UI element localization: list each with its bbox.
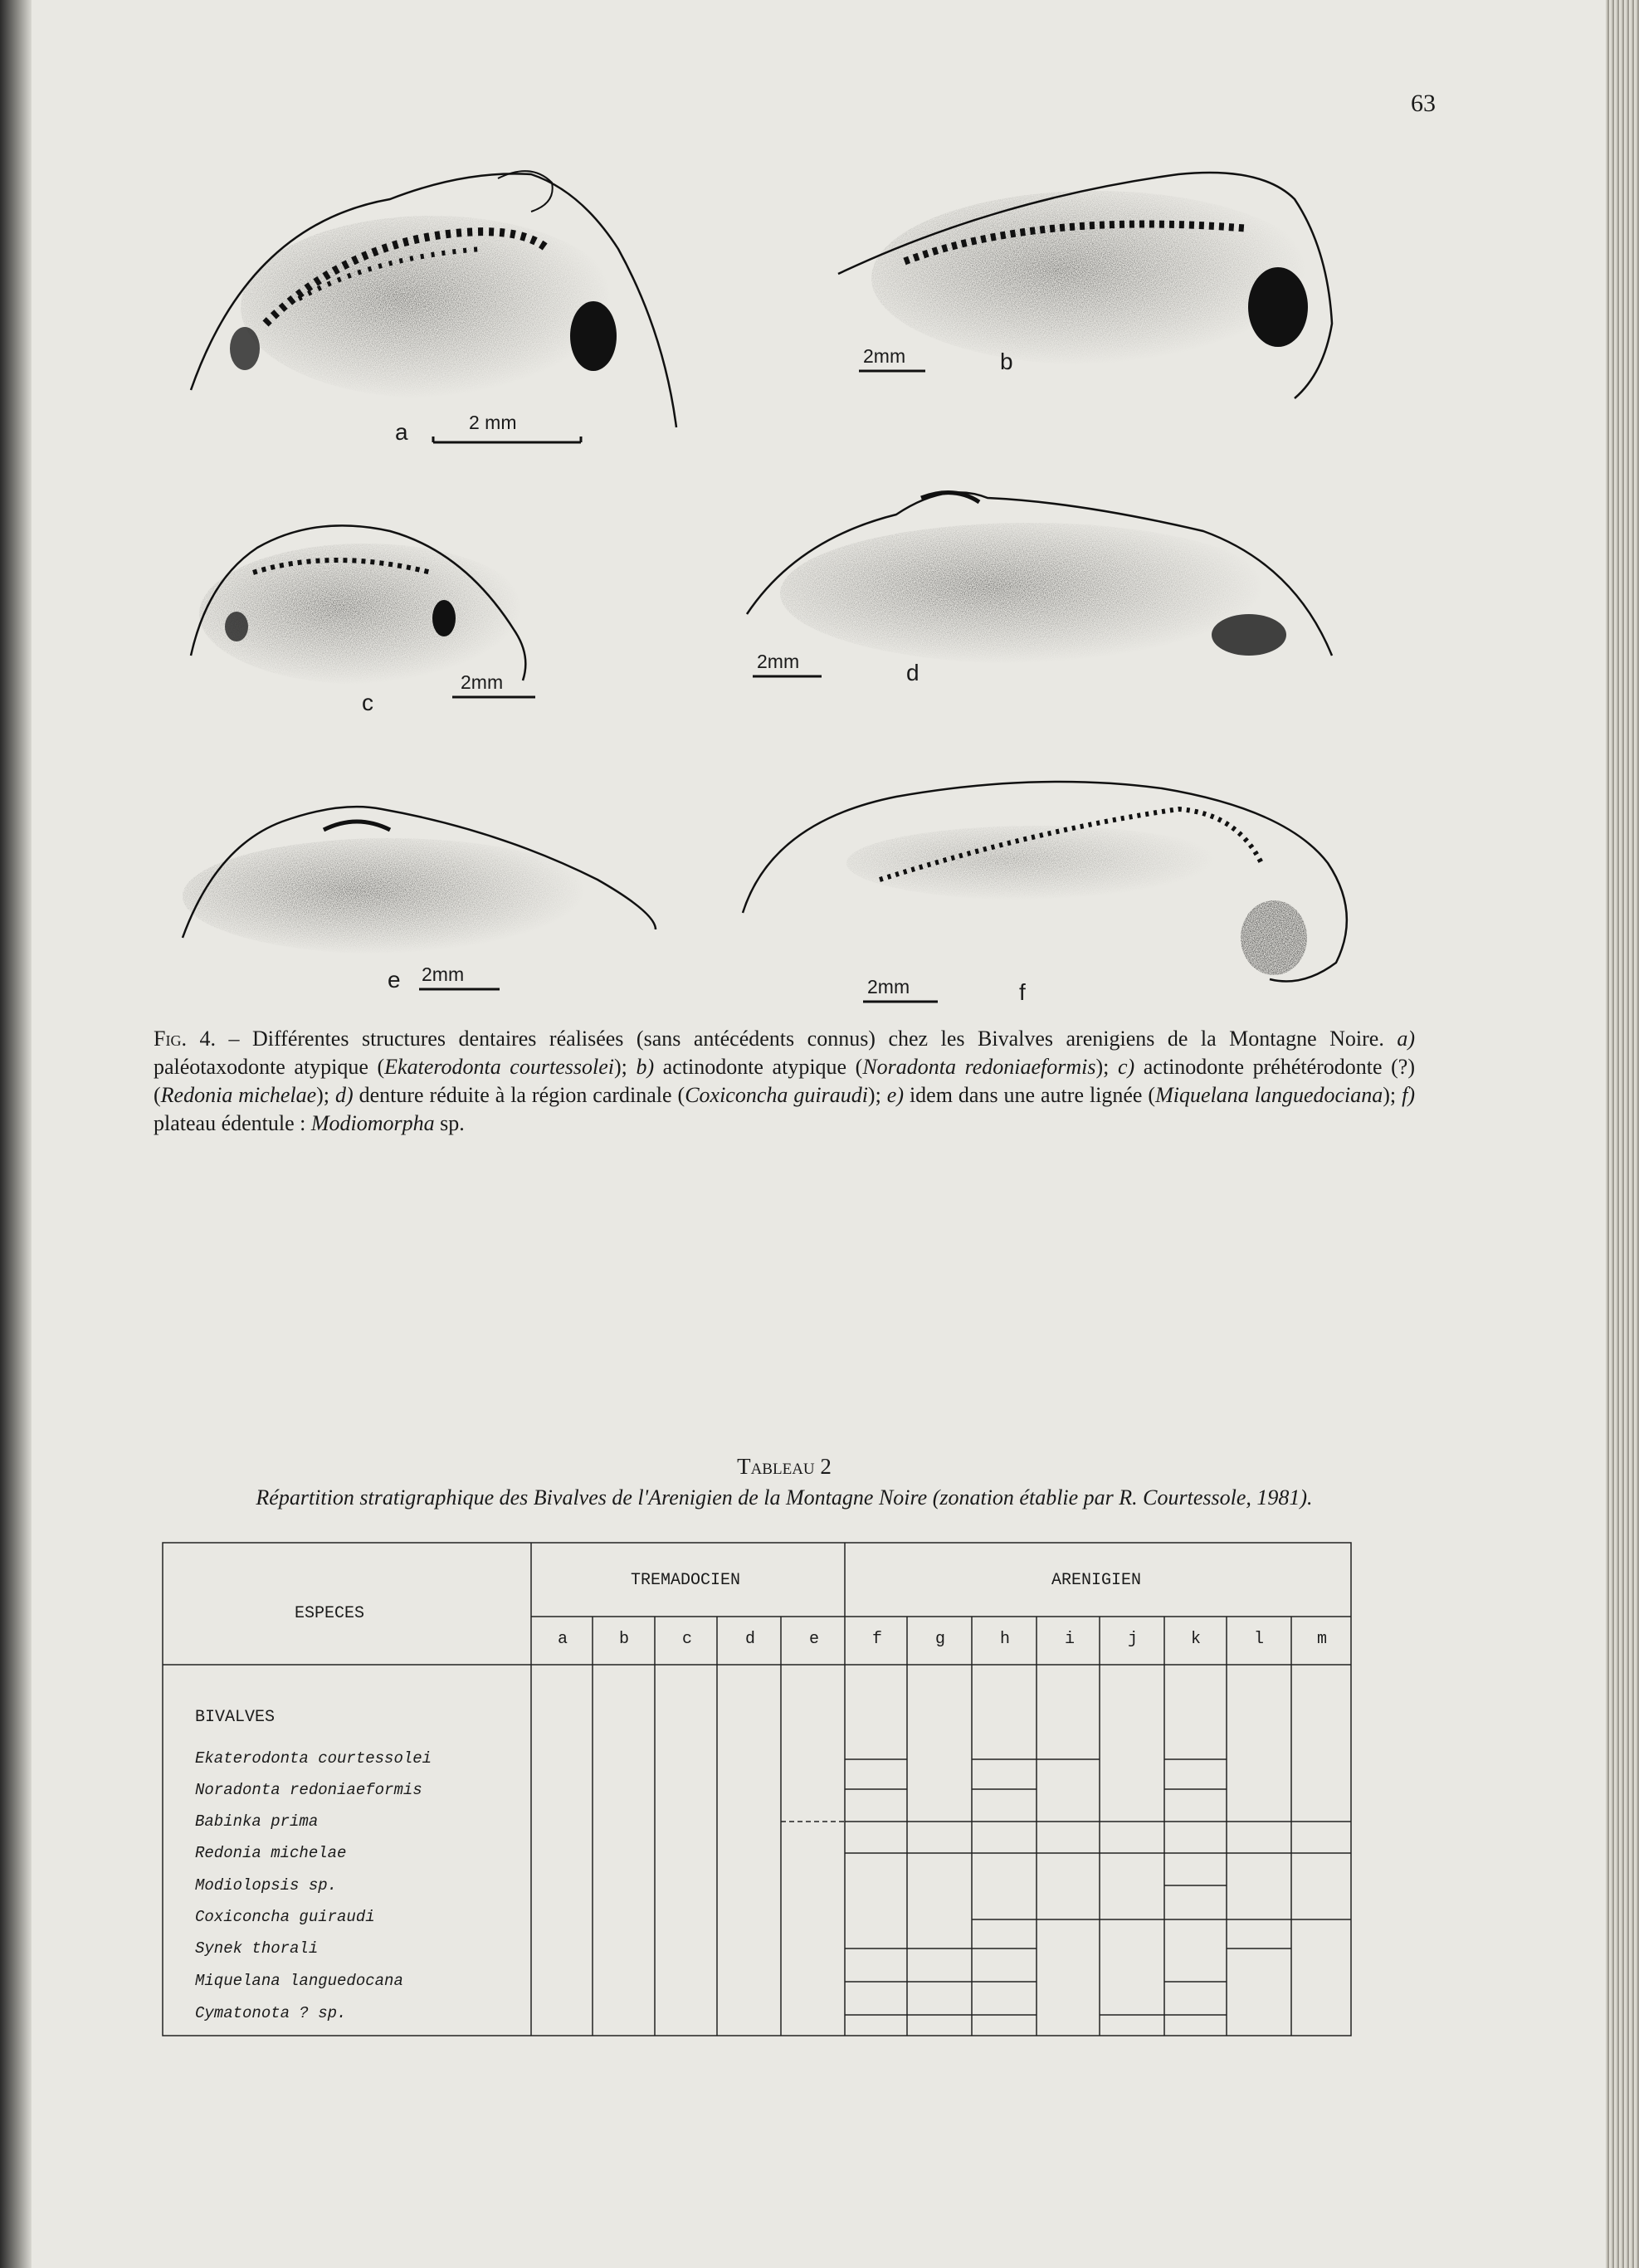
caption-label: Fig. 4. (154, 1027, 216, 1051)
table-subtitle: Répartition stratigraphique des Bivalves de l'Arenigien de la Montagne Noire (zonation établie par R. Courtessole, 1981). (256, 1485, 1313, 1510)
figure-letter-f: f (1019, 979, 1026, 1005)
zone-header: j (1128, 1630, 1139, 1649)
section-label: BIVALVES (195, 1708, 276, 1727)
page-number: 63 (1411, 90, 1436, 117)
zone-header: l (1254, 1630, 1265, 1649)
figure-letter-d: d (906, 660, 919, 685)
scale-label-c: 2mm (461, 671, 504, 693)
caption-species: Redonia michelae (160, 1083, 317, 1107)
caption-text: denture réduite à la région cardinale ( (353, 1083, 685, 1107)
header-species: ESPECES (295, 1604, 365, 1623)
caption-text: idem dans une autre lignée ( (903, 1083, 1156, 1107)
species-name: Redonia michelae (195, 1844, 347, 1862)
caption-text: ); (1095, 1055, 1118, 1079)
species-name: Noradonta redoniaeformis (195, 1781, 422, 1799)
species-name: Synek thorali (195, 1939, 319, 1958)
caption-species: Miquelana languedociana (1155, 1083, 1383, 1107)
zone-header: a (558, 1630, 568, 1649)
caption-species: Modiomorpha (310, 1111, 435, 1135)
caption-marker: d) (334, 1083, 354, 1107)
caption-species: Coxiconcha guiraudi (685, 1083, 868, 1107)
caption-text: actinodonte atypique ( (654, 1055, 863, 1079)
zone-header: m (1317, 1630, 1328, 1649)
caption-text: sp. (434, 1111, 465, 1135)
shell-drawing-f (743, 782, 1347, 982)
caption-text: ); (316, 1083, 335, 1107)
figure-letter-a: a (395, 419, 408, 445)
scale-label-b: 2mm (863, 345, 906, 367)
shell-drawing-e (183, 807, 656, 954)
zone-header: d (745, 1630, 756, 1649)
caption-text: ); (1383, 1083, 1402, 1107)
scale-label-a: 2 mm (469, 412, 517, 433)
caption-text: actinodonte préhétérodonte (?) ( (154, 1055, 1415, 1107)
caption-text: – Différentes structures dentaires réalisées (sans antécédents connus) chez les Bivalves arenigiens de la Montagne Noire. (215, 1027, 1398, 1051)
caption-marker: b) (636, 1055, 655, 1079)
species-name: Babinka prima (195, 1812, 319, 1831)
zone-header: c (682, 1630, 693, 1649)
scale-label-d: 2mm (757, 651, 800, 672)
figure-4-drawings (0, 0, 1639, 1012)
species-name: Miquelana languedocana (195, 1972, 403, 1990)
caption-marker: e) (886, 1083, 904, 1107)
zone-header: e (809, 1630, 820, 1649)
shell-drawing-b (838, 173, 1332, 398)
figure-letter-b: b (1000, 349, 1013, 374)
scale-label-e: 2mm (422, 963, 465, 985)
species-name: Cymatonota ? sp. (195, 2004, 347, 2022)
zone-header: i (1065, 1630, 1076, 1649)
shell-drawing-c (191, 525, 531, 685)
figure-caption (154, 1025, 1415, 1138)
zone-header: h (1000, 1630, 1011, 1649)
caption-marker: f) (1402, 1083, 1415, 1107)
caption-species: Noradonta redoniaeformis (862, 1055, 1096, 1079)
caption-text: plateau édentule : (154, 1111, 311, 1135)
table-title: Tableau 2 (737, 1454, 832, 1479)
stratigraphic-table (162, 1542, 1352, 2036)
caption-marker: c) (1117, 1055, 1135, 1079)
caption-species: Ekaterodonta courtessolei (384, 1055, 614, 1079)
shell-drawing-d (747, 492, 1332, 664)
zone-header: k (1191, 1630, 1202, 1649)
figure-letter-e: e (388, 967, 401, 993)
figure-letter-c: c (362, 690, 373, 715)
scale-label-f: 2mm (867, 976, 910, 997)
caption-text: ); (613, 1055, 637, 1079)
shell-drawing-a (191, 171, 676, 427)
zone-header: f (872, 1630, 883, 1649)
caption-marker: a) (1397, 1027, 1415, 1051)
species-name: Ekaterodonta courtessolei (195, 1749, 432, 1768)
header-tremadocien: TREMADOCIEN (631, 1571, 741, 1590)
header-arenigien: ARENIGIEN (1051, 1571, 1142, 1590)
species-name: Coxiconcha guiraudi (195, 1908, 375, 1926)
zone-header: b (619, 1630, 630, 1649)
species-name: Modiolopsis sp. (195, 1876, 338, 1895)
caption-text: ); (867, 1083, 887, 1107)
caption-text: paléotaxodonte atypique ( (154, 1055, 385, 1079)
zone-header: g (935, 1630, 946, 1649)
